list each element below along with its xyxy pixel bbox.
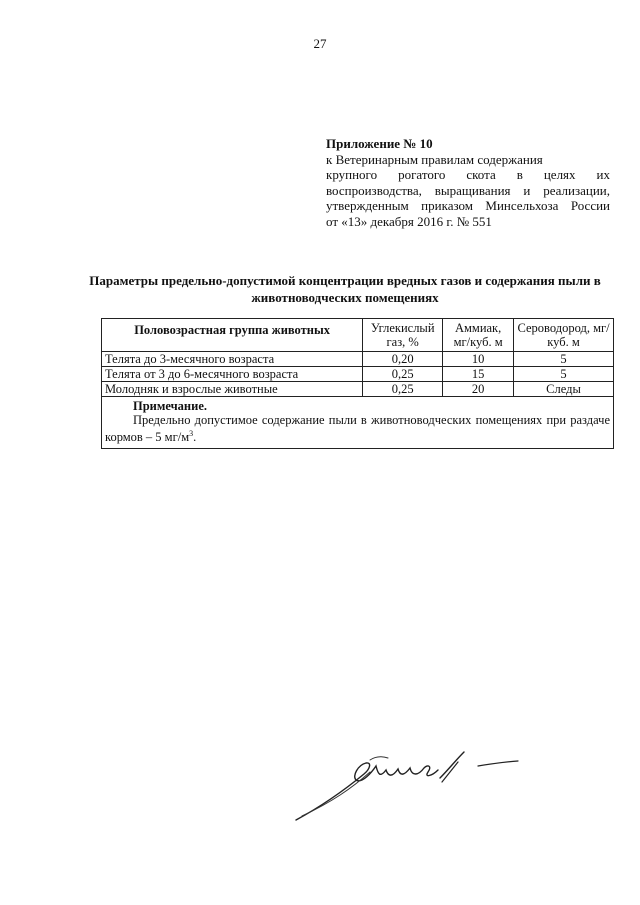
header-ammonia: Аммиак, мг/куб. м — [443, 319, 514, 352]
cell-h2s: Следы — [514, 382, 614, 397]
appendix-title: Приложение № 10 — [326, 136, 433, 151]
note-cell — [102, 397, 614, 449]
parameters-table — [101, 318, 614, 449]
appendix-line: крупного рогатого скота в целях их — [326, 167, 610, 182]
heading-line: Параметры предельно-допустимой концентрации вредных газов и содержания пыли в — [89, 273, 601, 288]
table-row — [102, 352, 614, 367]
table-row — [102, 382, 614, 397]
handwritten-signature — [292, 736, 532, 826]
cell-group: Телята до 3-месячного возраста — [102, 352, 363, 367]
cell-h2s: 5 — [514, 367, 614, 382]
table-note-row — [102, 397, 614, 449]
cell-group: Телята от 3 до 6-месячного возраста — [102, 367, 363, 382]
cell-co2: 0,25 — [363, 382, 443, 397]
appendix-line: утвержденным приказом Минсельхоза России — [326, 198, 610, 213]
document-heading — [80, 272, 610, 306]
note-body: Предельно допустимое содержание пыли в животноводческих помещениях при раздаче кормов – 5 мг/м — [105, 413, 610, 445]
cell-ammonia: 10 — [443, 352, 514, 367]
heading-line: животноводческих помещениях — [251, 290, 439, 305]
cell-ammonia: 20 — [443, 382, 514, 397]
header-group: Половозрастная группа животных — [102, 319, 363, 352]
note-text — [105, 413, 610, 444]
cell-co2: 0,20 — [363, 352, 443, 367]
table-header-row — [102, 319, 614, 352]
table-row — [102, 367, 614, 382]
cell-ammonia: 15 — [443, 367, 514, 382]
appendix-line: к Ветеринарным правилам содержания — [326, 151, 543, 167]
page-number: 27 — [313, 36, 327, 51]
cell-h2s: 5 — [514, 352, 614, 367]
appendix-line: воспроизводства, выращивания и реализации, — [326, 182, 610, 198]
cell-co2: 0,25 — [363, 367, 443, 382]
note-superscript: 3 — [189, 429, 194, 438]
note-label: Примечание. — [133, 399, 208, 413]
header-h2s: Сероводород, мг/куб. м — [514, 319, 614, 352]
appendix-line: от «13» декабря 2016 г. № 551 — [326, 213, 492, 229]
appendix-block — [326, 136, 610, 229]
note-end: . — [193, 430, 197, 445]
cell-group: Молодняк и взрослые животные — [102, 382, 363, 397]
header-co2: Углекислый газ, % — [363, 319, 443, 352]
